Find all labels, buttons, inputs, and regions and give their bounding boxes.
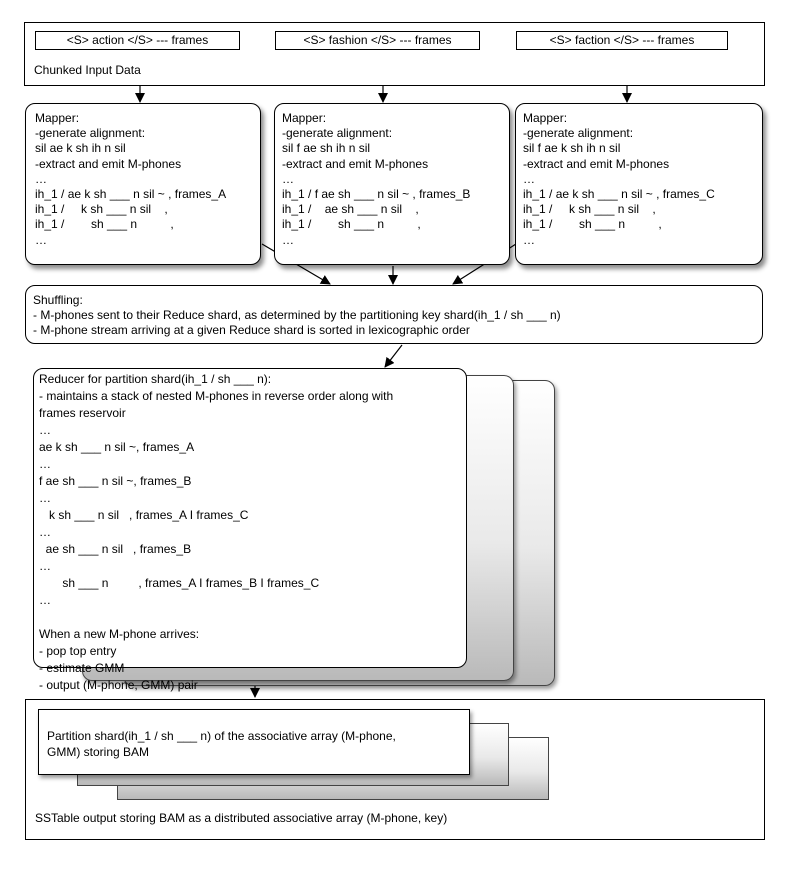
- shuffling-box: [25, 285, 763, 344]
- reducer-line: …: [39, 457, 51, 471]
- reducer-line: …: [39, 423, 51, 437]
- reducer-line: - estimate GMM: [39, 661, 125, 675]
- input-chunk-2: <S> fashion </S> --- frames: [275, 31, 480, 50]
- reducer-line: - pop top entry: [39, 644, 117, 658]
- shuffling-line: - M-phone stream arriving at a given Reduce shard is sorted in lexicographic order: [33, 323, 470, 338]
- sstable-caption: SSTable output storing BAM as a distributed associative array (M-phone, key): [35, 811, 448, 825]
- mapper-line: ih_1 / sh ___ n ,: [35, 217, 174, 232]
- mapper-line: ih_1 / k sh ___ n sil ,: [523, 202, 656, 217]
- reducer-line: k sh ___ n sil , frames_A I frames_C: [39, 508, 249, 522]
- mapper-title: Mapper:: [282, 111, 327, 125]
- mapper-line: ih_1 / ae k sh ___ n sil ~ , frames_C: [523, 187, 715, 202]
- reducer-line: …: [39, 491, 51, 505]
- mapper-box-2: [274, 103, 510, 265]
- shuffling-line: - M-phones sent to their Reduce shard, as determined by the partitioning key shard(ih_1 / sh ___ n): [33, 308, 561, 323]
- reducer-line: - output (M-phone, GMM) pair: [39, 678, 198, 692]
- reducer-blank-line: [39, 609, 466, 626]
- mapper-line: sil f ae sh ih n sil: [282, 141, 371, 156]
- mapper-line: -generate alignment:: [35, 126, 146, 141]
- output-block: [25, 699, 765, 840]
- mapper-line: -generate alignment:: [523, 126, 634, 141]
- mapper-box-3: [515, 103, 763, 265]
- reducer-line: sh ___ n , frames_A I frames_B I frames_C: [39, 576, 320, 590]
- arrow-shuffling-to-reducer: [385, 345, 402, 367]
- reducer-line: ae k sh ___ n sil ~, frames_A: [39, 440, 195, 454]
- reducer-line: When a new M-phone arrives:: [39, 627, 200, 641]
- mapper-line: ih_1 / ae k sh ___ n sil ~ , frames_A: [35, 187, 227, 202]
- mapper-line: …: [35, 171, 47, 186]
- mapper-line: …: [282, 171, 294, 186]
- mapper-line: ih_1 / k sh ___ n sil ,: [35, 202, 168, 217]
- mapper-line: -extract and emit M-phones: [35, 156, 182, 171]
- mapper-line: ih_1 / sh ___ n ,: [523, 217, 662, 232]
- shuffling-title: Shuffling:: [33, 293, 83, 307]
- mapper-line: …: [35, 232, 47, 247]
- reducer-line: …: [39, 559, 51, 573]
- mapper-title: Mapper:: [523, 111, 568, 125]
- chunked-input-block: [24, 22, 765, 86]
- partition-line: GMM) storing BAM: [47, 745, 150, 759]
- input-chunk-1: <S> action </S> --- frames: [35, 31, 240, 50]
- mapper-line: …: [523, 232, 535, 247]
- partition-line: Partition shard(ih_1 / sh ___ n) of the associative array (M-phone,: [47, 729, 396, 743]
- input-caption: Chunked Input Data: [34, 63, 141, 77]
- reducer-line: …: [39, 525, 51, 539]
- partition-box: [38, 709, 470, 775]
- mapper-line: ih_1 / sh ___ n ,: [282, 217, 421, 232]
- reducer-line: - maintains a stack of nested M-phones in reverse order along with: [39, 389, 394, 403]
- reducer-line: f ae sh ___ n sil ~, frames_B: [39, 474, 192, 488]
- reducer-line: …: [39, 593, 51, 607]
- mapper-title: Mapper:: [35, 111, 80, 125]
- mapper-line: -generate alignment:: [282, 126, 393, 141]
- mapper-box-1: [25, 103, 261, 265]
- mapper-line: …: [523, 171, 535, 186]
- reducer-box: [33, 368, 467, 692]
- reducer-title: Reducer for partition shard(ih_1 / sh ___ n):: [39, 372, 272, 386]
- mapper-line: sil ae k sh ih n sil: [35, 141, 126, 156]
- mapper-line: …: [282, 232, 294, 247]
- reducer-line: frames reservoir: [39, 406, 126, 420]
- mapper-line: -extract and emit M-phones: [523, 156, 670, 171]
- mapper-line: sil f ae k sh ih n sil: [523, 141, 621, 156]
- mapper-line: ih_1 / f ae sh ___ n sil ~ , frames_B: [282, 187, 471, 202]
- mapper-line: ih_1 / ae sh ___ n sil ,: [282, 202, 419, 217]
- input-chunk-3: <S> faction </S> --- frames: [516, 31, 728, 50]
- mapper-line: -extract and emit M-phones: [282, 156, 429, 171]
- reducer-line: ae sh ___ n sil , frames_B: [39, 542, 192, 556]
